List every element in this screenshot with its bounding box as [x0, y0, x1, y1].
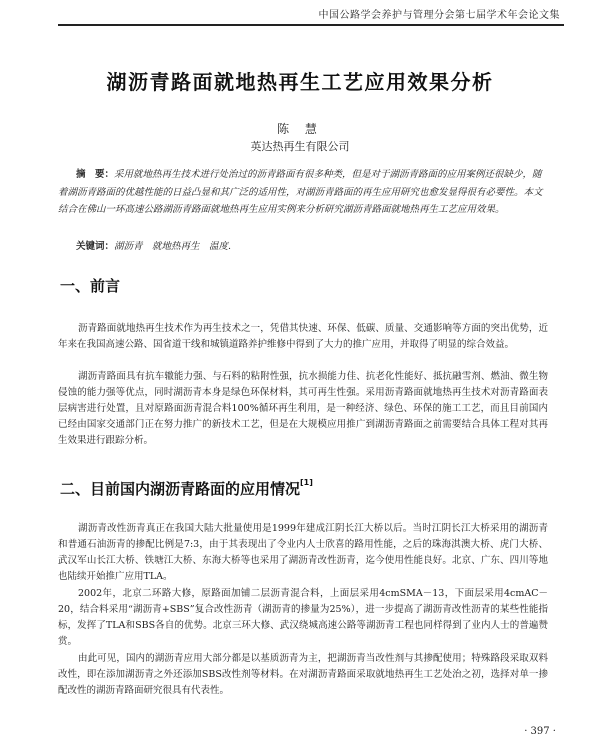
header-rule: [58, 24, 564, 26]
keywords-label: 关键词：: [76, 241, 115, 252]
citation-ref: [1]: [300, 478, 313, 487]
paragraph: 2002年，北京二环路大修，原路面加铺二层沥青混合料，上面层采用4cmSMA－13，下面层采用4cmAC－20，结合料采用“湖沥青+SBS”复合改性沥青（湖沥青的掺量为25%），进一步提高了湖沥青改性沥青的某些性能指标，发挥了TLA和SBS各自的优势。北京三环大修、武汉绕城高速公路等湖沥青工程也同样得到了业内人士的普遍赞赏。: [58, 588, 548, 647]
page-number: · 397 ·: [524, 726, 556, 737]
paragraph: 沥青路面就地热再生技术作为再生技术之一，凭借其快速、环保、低碳、质量、交通影响等方面的突出优势，近年来在我国高速公路、国省道干线和城镇道路养护维修中得到了大力的推广应用，并取得了明显的综合效益。: [58, 323, 548, 350]
abstract-label: 摘 要：: [76, 169, 115, 180]
paper-title: 湖沥青路面就地热再生工艺应用效果分析: [106, 70, 494, 94]
running-header: 中国公路学会养护与管理分会第七届学术年会论文集: [318, 10, 560, 21]
paragraph: 湖沥青路面具有抗车辙能力强、与石料的粘附性强，抗水损能力佳、抗老化性能好、抵抗融雪剂、燃油、微生物侵蚀的能力强等优点，同时湖沥青本身是绿色环保材料，其可再生性强。采用沥青路面就地热再生技术对沥青路面表层病害进行处置，且对原路面沥青混合料100%循环再生利用，是一种经济、绿色、环保的施工工艺，而且目前国内已经由国家交通部门正在努力推广的新技术工艺，但是在大规模应用推广到湖沥青路面之前需要结合具体工程对其再生效果进行跟踪分析。: [58, 371, 548, 446]
author-affiliation: 英达热再生有限公司: [250, 140, 350, 153]
keywords: [76, 238, 231, 252]
abstract: [58, 166, 546, 219]
author-name: 陈 慧: [277, 122, 323, 136]
section-heading-domestic-application: [60, 478, 313, 499]
keywords-text: 湖沥青 就地热再生 温度.: [114, 241, 232, 252]
abstract-text: 采用就地热再生技术进行处治过的沥青路面有很多种类，但是对于湖沥青路面的应用案例还很缺少，随着湖沥青路面的优越性能的日益凸显和其广泛的适用性，对湖沥青路面的再生应用研究也愈发显得很有必要性。本文结合在佛山一环高速公路湖沥青路面就地热再生应用实例来分析研究湖沥青路面就地热再生工艺应用效果。: [58, 169, 543, 215]
section-heading-introduction: 一、前言: [60, 277, 121, 295]
section-heading-text: 二、目前国内湖沥青路面的应用情况: [60, 480, 301, 498]
paragraph: 由此可见，国内的湖沥青应用大部分都是以基质沥青为主，把湖沥青当改性剂与其掺配使用；特殊路段采取双料改性，即在添加湖沥青之外还添加SBS改性剂等材料。在对湖沥青路面采取就地热再生工艺处治之初，选择对单一掺配改性的湖沥青路面研究很具有代表性。: [58, 653, 548, 696]
paragraph: 湖沥青改性沥青真正在我国大陆大批量使用是1999年建成江阴长江大桥以后。当时江阴长江大桥采用的湖沥青和普通石油沥青的掺配比例是7:3，由于其表现出了令业内人士欣喜的路用性能，之后的珠海淇澳大桥、虎门大桥、武汉军山长江大桥、铁塘江大桥、东海大桥等也采用了湖沥青改性沥青，迄今使用性能良好。北京、广东、四川等地也陆续开始推广应用TLA。: [58, 523, 548, 582]
